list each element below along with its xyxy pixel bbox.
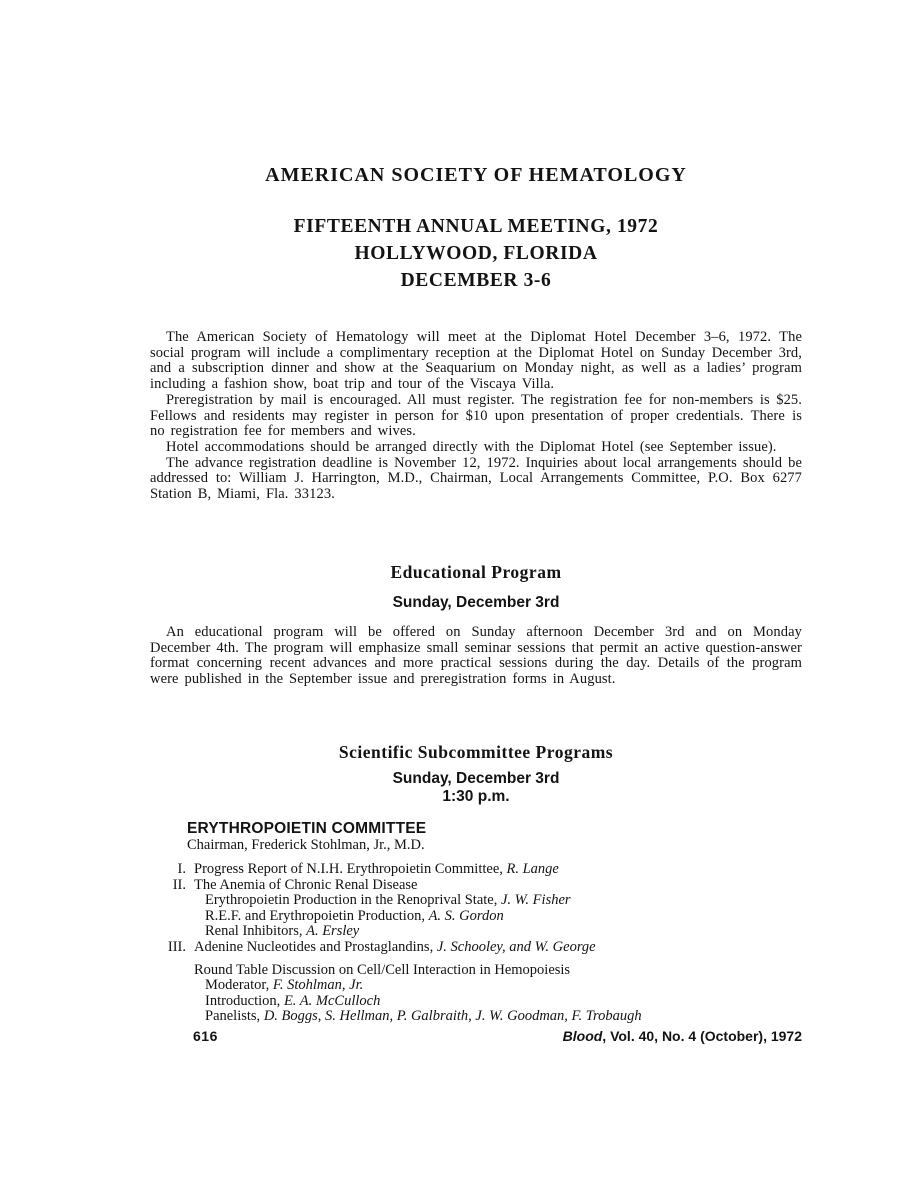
role-label: Introduction, xyxy=(205,992,281,1009)
round-table-role xyxy=(205,1009,802,1025)
item-speaker: R. Lange xyxy=(506,861,559,877)
round-table-role xyxy=(205,994,802,1010)
program-subitem xyxy=(205,893,802,909)
role-label: Panelists, xyxy=(205,1008,261,1025)
item-numeral: I. xyxy=(177,861,186,877)
item-numeral: II. xyxy=(172,876,186,893)
subitem-speaker: A. S. Gordon xyxy=(428,907,504,924)
intro-paragraph: The American Society of Hematology will meet at the Diplomat Hotel December 3–6, 1972. The social program will include a complimentary reception at the Diplomat Hotel on Sunday December 3rd, and a subscription dinner and show at the Seaquarium on Monday night, as well as a ladies’ program including a fashion show, boat trip and tour of the Viscaya Villa. xyxy=(150,329,802,393)
page-footer xyxy=(150,1028,802,1044)
round-table-role xyxy=(205,978,802,994)
role-names: F. Stohlman, Jr. xyxy=(272,977,364,994)
meeting-block xyxy=(150,213,802,294)
journal-citation-rest: , Vol. 40, No. 4 (October), 1972 xyxy=(602,1028,802,1044)
meeting-dates: DECEMBER 3-6 xyxy=(400,270,552,291)
subitem-speaker: A. Ersley xyxy=(306,923,360,940)
society-title: AMERICAN SOCIETY OF HEMATOLOGY xyxy=(265,164,687,186)
program-list xyxy=(150,862,802,1025)
role-names: E. A. McCulloch xyxy=(283,992,381,1009)
program-item xyxy=(150,862,802,878)
subitem-title: R.E.F. and Erythropoietin Production, xyxy=(205,907,425,924)
scientific-programs-time: 1:30 p.m. xyxy=(442,788,510,805)
journal-citation xyxy=(563,1028,802,1044)
item-numeral: III. xyxy=(167,938,186,955)
program-item xyxy=(150,878,802,894)
educational-program-date: Sunday, December 3rd xyxy=(392,594,560,611)
educational-program-section xyxy=(150,561,802,688)
page-number: 616 xyxy=(193,1028,218,1044)
subitem-title: Erythropoietin Production in the Renoprival State, xyxy=(205,892,498,909)
item-speaker: J. Schooley, and W. George xyxy=(436,938,596,955)
meeting-location: HOLLYWOOD, FLORIDA xyxy=(354,243,598,264)
committee-heading: ERYTHROPOIETIN COMMITTEE xyxy=(187,820,427,837)
committee-chairman: Chairman, Frederick Stohlman, Jr., M.D. xyxy=(187,837,425,853)
subitem-title: Renal Inhibitors, xyxy=(205,923,303,940)
role-label: Moderator, xyxy=(205,977,270,994)
intro-paragraph: The advance registration deadline is November 12, 1972. Inquiries about local arrangements should be addressed to: William J. Harrington, M.D., Chairman, Local Arrangements Committee, P.O. Box 6277 Station B, Miami, Fla. 33123. xyxy=(150,454,802,503)
program-subitem xyxy=(205,924,802,940)
meeting-title: FIFTEENTH ANNUAL MEETING, 1972 xyxy=(293,216,659,237)
program-item xyxy=(150,940,802,956)
item-title: The Anemia of Chronic Renal Disease xyxy=(194,876,418,893)
intro-section xyxy=(150,330,802,503)
journal-name: Blood xyxy=(562,1028,603,1044)
page-header xyxy=(150,164,802,294)
scientific-programs-date: Sunday, December 3rd xyxy=(392,770,560,787)
item-title: Adenine Nucleotides and Prostaglandins, J. Schooley, and W. George xyxy=(194,938,596,955)
round-table-title: Round Table Discussion on Cell/Cell Interaction in Hemopoiesis xyxy=(194,961,571,978)
intro-paragraph: Hotel accommodations should be arranged directly with the Diplomat Hotel (see September issue). xyxy=(166,438,777,455)
role-names: D. Boggs, S. Hellman, P. Galbraith, J. W. Goodman, F. Trobaugh xyxy=(263,1008,642,1025)
item-title: Progress Report of N.I.H. Erythropoietin Committee, R. Lange xyxy=(194,861,559,877)
program-subitem xyxy=(205,909,802,925)
subitem-speaker: J. W. Fisher xyxy=(501,892,571,909)
scientific-programs-title: Scientific Subcommittee Programs xyxy=(338,742,614,762)
intro-paragraph: Preregistration by mail is encouraged. All must register. The registration fee for non-members is $25. Fellows and residents may register in person for $10 upon presentation of proper credentials. There is no registration fee for members and wives. xyxy=(150,391,802,440)
educational-program-paragraph: An educational program will be offered on Sunday afternoon December 3rd and on Monday December 4th. The program will emphasize small seminar sessions that permit an active question-answer format concerning recent advances and more practical sessions during the day. Details of the program were published in the September issue and preregistration forms in August. xyxy=(150,624,802,688)
round-table-section xyxy=(150,963,802,1025)
scientific-programs-section xyxy=(150,741,802,1025)
educational-program-title: Educational Program xyxy=(390,562,562,582)
